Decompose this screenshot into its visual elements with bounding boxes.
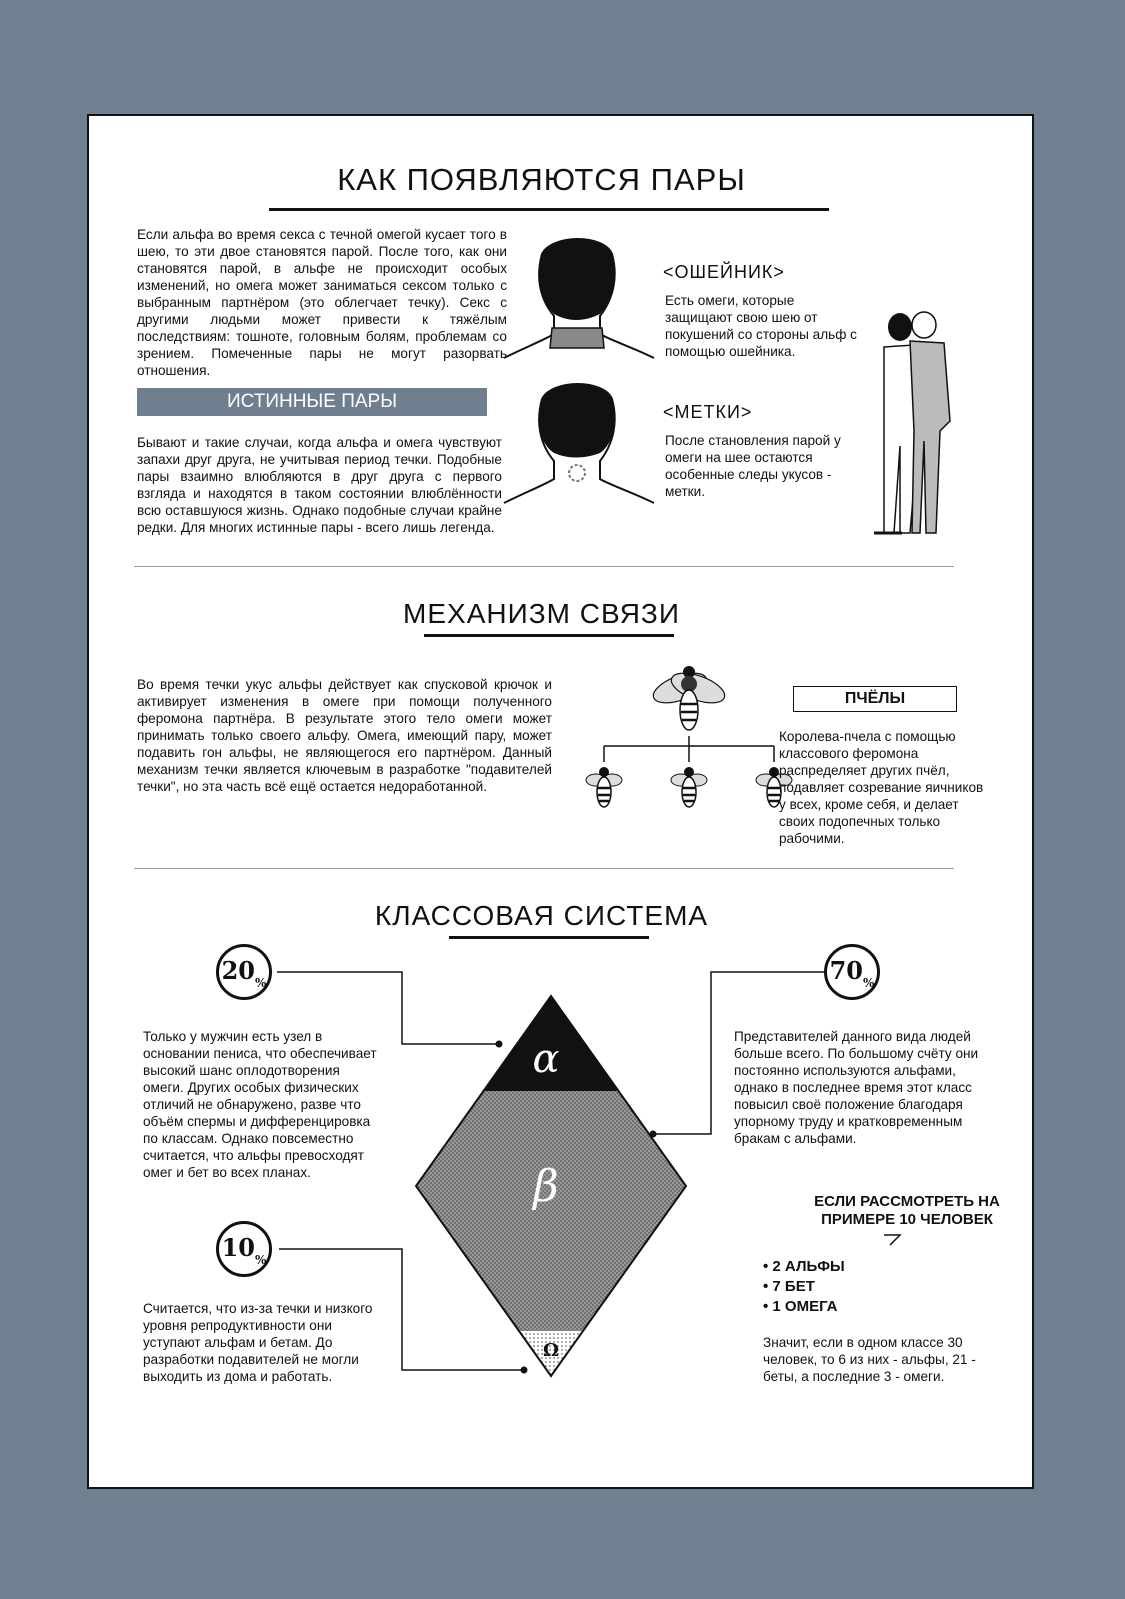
section-title-pairs: КАК ПОЯВЛЯЮТСЯ ПАРЫ [337, 162, 746, 197]
collar-title: <ОШЕЙНИК> [663, 262, 785, 282]
beta-percent-badge: $70_{\%}$ [824, 944, 880, 1000]
alpha-text: Только у мужчин есть узел в основании пениса, что обеспечивает высокий шанс оплодотворения омеги. Других особых физических отличий не обнаружено, разве что объём спермы и дифференцировка по классам. Однако повсеместно считается, что альфы превосходят омег и бет во всех планах. [143, 1029, 377, 1180]
example-item: • 7 БЕТ [763, 1278, 815, 1295]
example-text: Значит, если в одном классе 30 человек, то 6 из них - альфы, 21 - беты, а последние 3 - омеги. [763, 1335, 976, 1384]
bees-label: ПЧЁЛЫ [793, 686, 957, 712]
class-pyramid-chart [416, 996, 686, 1396]
marks-title: <МЕТКИ> [663, 402, 753, 422]
omega-percent-value: 10 [221, 1233, 255, 1262]
example-item: • 1 ОМЕГА [763, 1298, 838, 1315]
pairs-text: Если альфа во время секса с течной омегой кусает того в шею, то эти двое становятся парой. После того, как они становятся парой, в альфе не происходит особых изменений, но омега может заниматься сексом только с выбранным партнёром (это облегчает течку). Секс с другими людьми может привести к тяжёлым последствиям: тошноте, головным болям, проблемам со зрением. Помеченные пары не могут разорвать отношения. [137, 227, 507, 378]
alpha-percent-badge: $20_{\%}$ [216, 944, 272, 1000]
mechanism-text: Во время течки укус альфы действует как спусковой крючок и активирует изменения в омеге при помощи полученного феромона партнёра. В результате этого тело омеги может принимать только своего альфу. Омега, имеющий пару, может подавить гон альфы, не являющегося его партнёром. Данный механизм течки является ключевым в разработке "подавителей течки", но эта часть всё ещё остается недоработанной. [137, 677, 552, 794]
speech-tail-icon [884, 1233, 904, 1247]
example-list [763, 1257, 845, 1317]
beta-symbol: β [533, 1161, 559, 1212]
true-pairs-bar: ИСТИННЫЕ ПАРЫ [137, 388, 487, 416]
beta-percent-value: 70 [829, 956, 863, 985]
example-item: • 2 АЛЬФЫ [763, 1258, 845, 1275]
info-page [87, 114, 1034, 1489]
alpha-percent-value: 20 [221, 956, 255, 985]
bees-text: Королева-пчела с помощью классового феромона распределяет других пчёл, подавляет созревание яичников у всех, кроме себя, и делает своих подопечных только рабочими. [779, 729, 984, 846]
collar-text: Есть омеги, которые защищают свою шею от покушений со стороны альф с помощью ошейника. [665, 293, 857, 359]
beta-text: Представителей данного вида людей больше всего. По большому счёту они постоянно используются альфами, однако в последнее время этот класс повысил своё положение благодаря упорному труду и кратковременным бракам с альфами. [734, 1029, 979, 1146]
section-title-mechanism: МЕХАНИЗМ СВЯЗИ [403, 598, 680, 629]
true-pairs-text: Бывают и такие случаи, когда альфа и омега чувствуют запахи друг друга, не учитывая период течки. Подобные пары взаимно влюбляются в друг друга с первого взгляда и находятся в таком состоянии влюблённости всю оставшуюся жизнь. Однако подобные случаи крайне редки. Для многих истинные пары - всего лишь легенда. [137, 435, 502, 535]
alpha-symbol: α [532, 1036, 560, 1082]
omega-text: Считается, что из-за течки и низкого уровня репродуктивности они уступают альфам и бетам. До разработки подавителей не могли выходить из дома и работать. [143, 1301, 373, 1384]
section-title-class-system: КЛАССОВАЯ СИСТЕМА [374, 900, 709, 931]
omega-percent-badge: $10_{\%}$ [216, 1221, 272, 1277]
omega-symbol: Ω [542, 1340, 560, 1361]
example-title: ЕСЛИ РАССМОТРЕТЬ НА ПРИМЕРЕ 10 ЧЕЛОВЕК [814, 1193, 1000, 1228]
marks-text: После становления парой у омеги на шее остаются особенные следы укусов - метки. [665, 433, 841, 499]
